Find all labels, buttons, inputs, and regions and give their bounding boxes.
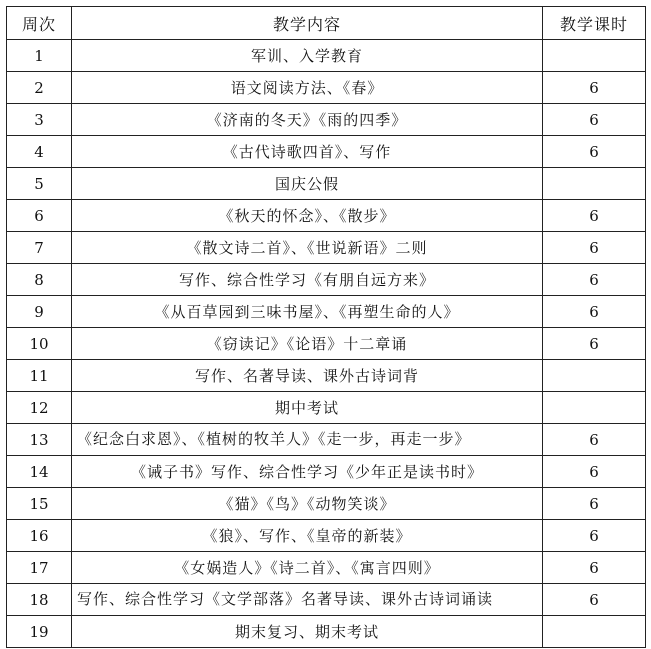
hours-cell [543,360,646,392]
hours-cell: 6 [543,488,646,520]
table-row [7,360,646,392]
week-cell: 11 [7,360,72,392]
table-row [7,264,646,296]
content-cell [72,392,543,424]
table-row [7,104,646,136]
table-row [7,328,646,360]
table-row [7,520,646,552]
hours-cell [543,392,646,424]
hours-cell: 6 [543,424,646,456]
content-text: 军训、入学教育 [250,46,363,65]
content-text: 写作、综合性学习《文学部落》名著导读、课外古诗词诵读 [77,589,494,608]
hours-cell: 6 [543,328,646,360]
table-row [7,392,646,424]
hours-cell: 6 [543,520,646,552]
week-cell: 6 [7,200,72,232]
hours-cell: 6 [543,584,646,616]
content-text: 《纪念白求恩》、《植树的牧羊人》《走一步，再走一步》 [77,429,471,448]
content-cell [72,168,543,200]
week-cell: 14 [7,456,72,488]
week-cell: 8 [7,264,72,296]
week-cell: 15 [7,488,72,520]
week-cell: 17 [7,552,72,584]
table-row [7,168,646,200]
hours-cell [543,616,646,648]
week-cell: 10 [7,328,72,360]
content-cell [72,232,543,264]
table-row [7,584,646,616]
table-row [7,424,646,456]
header-hours: 教学课时 [543,7,646,40]
table-row [7,616,646,648]
hours-cell: 6 [543,232,646,264]
content-cell [72,360,543,392]
content-text: 《从百草园到三味书屋》、《再塑生命的人》 [154,302,460,321]
table-row [7,232,646,264]
table-row [7,40,646,72]
week-cell: 1 [7,40,72,72]
week-cell: 5 [7,168,72,200]
week-cell: 13 [7,424,72,456]
hours-cell: 6 [543,104,646,136]
content-cell [72,584,543,616]
content-cell [72,296,543,328]
content-text: 期末复习、期末考试 [234,622,379,641]
hours-cell: 6 [543,264,646,296]
week-cell: 16 [7,520,72,552]
teaching-schedule-table [6,6,646,648]
content-cell [72,328,543,360]
content-text: 《散文诗二首》、《世说新语》二则 [186,238,428,257]
content-text: 写作、综合性学习《有朋自远方来》 [178,270,435,289]
content-text: 写作、名著导读、课外古诗词背 [194,366,419,385]
table-row [7,456,646,488]
hours-cell: 6 [543,296,646,328]
hours-cell: 6 [543,200,646,232]
hours-cell: 6 [543,72,646,104]
header-content: 教学内容 [72,7,543,40]
table-header-row [7,7,646,40]
content-text: 国庆公假 [274,174,339,193]
week-cell: 19 [7,616,72,648]
content-text: 《秋天的怀念》、《散步》 [218,206,396,225]
content-text: 《诫子书》写作、综合性学习《少年正是读书时》 [130,462,483,481]
content-cell [72,424,543,456]
content-text: 《女娲造人》《诗二首》、《寓言四则》 [174,558,440,577]
hours-cell [543,168,646,200]
week-cell: 12 [7,392,72,424]
content-cell [72,40,543,72]
content-cell [72,520,543,552]
week-cell: 18 [7,584,72,616]
content-text: 《窃读记》《论语》十二章诵 [206,334,408,353]
week-cell: 9 [7,296,72,328]
table-row [7,488,646,520]
hours-cell: 6 [543,136,646,168]
content-text: 《古代诗歌四首》、写作 [222,142,392,161]
week-cell: 3 [7,104,72,136]
week-cell: 4 [7,136,72,168]
content-text: 《狼》、写作、《皇帝的新装》 [202,526,412,545]
content-cell [72,616,543,648]
hours-cell: 6 [543,456,646,488]
content-text: 《猫》《鸟》《动物笑谈》 [218,494,396,513]
content-cell [72,488,543,520]
table-row [7,296,646,328]
content-cell [72,136,543,168]
hours-cell: 6 [543,552,646,584]
week-cell: 7 [7,232,72,264]
table-row [7,136,646,168]
content-cell [72,200,543,232]
content-cell [72,72,543,104]
week-cell: 2 [7,72,72,104]
content-cell [72,456,543,488]
table-row [7,552,646,584]
content-text: 《济南的冬天》《雨的四季》 [206,110,408,129]
table-row [7,72,646,104]
hours-cell [543,40,646,72]
header-week: 周次 [7,7,72,40]
content-cell [72,552,543,584]
content-cell [72,264,543,296]
content-text: 期中考试 [274,398,339,417]
table-row [7,200,646,232]
content-text: 语文阅读方法、《春》 [230,78,384,97]
content-cell [72,104,543,136]
